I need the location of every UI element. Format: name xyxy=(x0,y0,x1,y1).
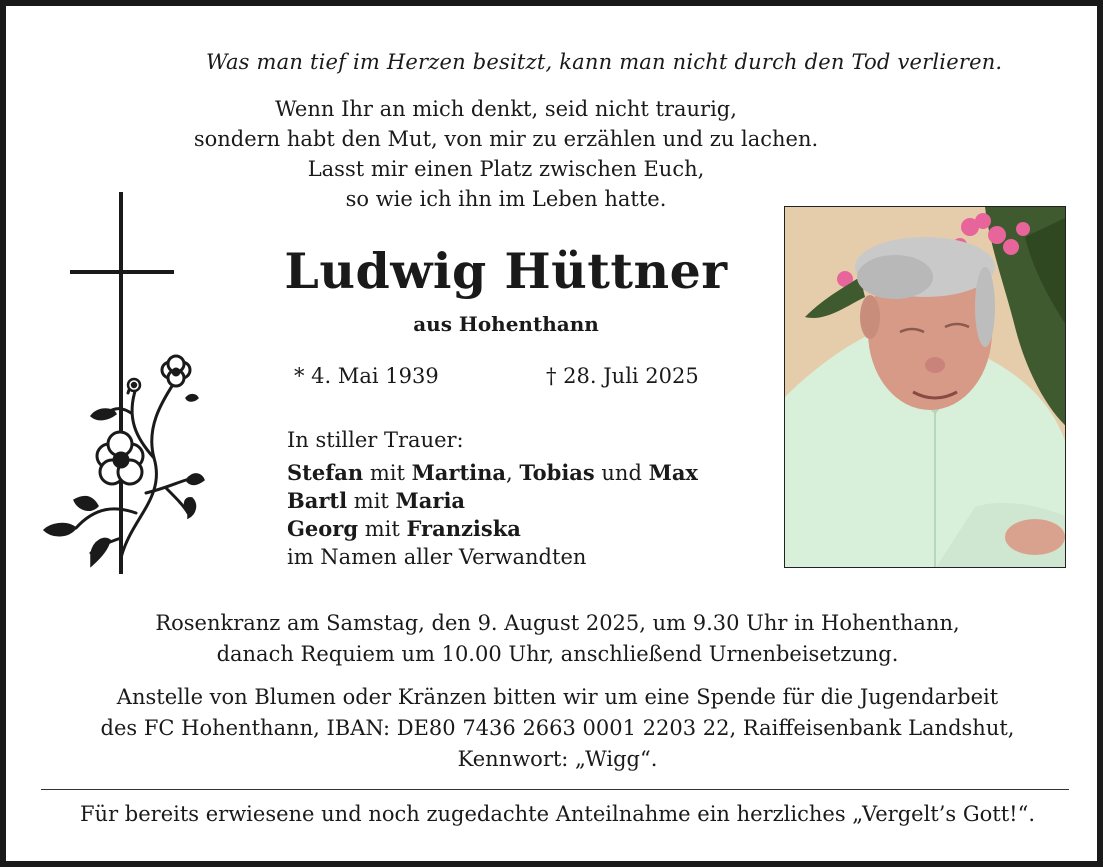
cross-with-flowers xyxy=(36,188,208,578)
mourner-name: Bartl xyxy=(287,488,348,513)
mourner-joiner: , xyxy=(506,461,520,485)
poem-line: Wenn Ihr an mich denkt, seid nicht traurig, xyxy=(275,97,737,121)
poem-line: sondern habt den Mut, von mir zu erzählen und zu lachen. xyxy=(193,127,819,151)
cross-icon xyxy=(36,188,208,578)
poem-line: Lasst mir einen Platz zwischen Euch, xyxy=(307,157,705,181)
mourner-joiner: mit xyxy=(358,517,407,541)
mourner-name: Georg xyxy=(287,516,359,541)
mourner-joiner: mit xyxy=(363,461,412,485)
mourner-line xyxy=(287,515,698,543)
service-line: Rosenkranz am Samstag, den 9. August 2025, um 9.30 Uhr in Hohenthann, xyxy=(155,611,960,635)
poem xyxy=(106,94,906,214)
mourner-name: Franziska xyxy=(406,516,521,541)
service-info xyxy=(6,608,1103,670)
thanks-line: Für bereits erwiesene und noch zugedachte Anteilnahme ein herzliches „Vergelt’s Gott!“. xyxy=(79,802,1036,826)
mourner-line xyxy=(287,487,698,515)
poem-line: so wie ich ihn im Leben hatte. xyxy=(345,187,667,211)
mourner-name: Martina xyxy=(411,460,507,485)
donation-line: des FC Hohenthann, IBAN: DE80 7436 2663 0001 2203 22, Raiffeisenbank Landshut, xyxy=(100,716,1015,740)
mourning-intro: In stiller Trauer: xyxy=(287,428,464,452)
motto: Was man tief im Herzen besitzt, kann man nicht durch den Tod verlieren. xyxy=(206,50,1003,74)
divider xyxy=(41,789,1069,790)
mourner-name: Tobias xyxy=(519,460,595,485)
donation-info xyxy=(6,682,1103,775)
deceased-name: Ludwig Hüttner xyxy=(284,242,728,300)
mourner-name: Stefan xyxy=(287,460,364,485)
portrait-photo xyxy=(784,206,1066,568)
deceased-origin: aus Hohenthann xyxy=(413,312,599,336)
mourner-name: Max xyxy=(648,460,698,485)
mourner-line xyxy=(287,459,698,487)
mourners-block xyxy=(287,426,698,571)
birth-date: * 4. Mai 1939 xyxy=(294,364,439,388)
donation-line: Kennwort: „Wigg“. xyxy=(457,747,658,771)
service-line: danach Requiem um 10.00 Uhr, anschließend Urnenbeisetzung. xyxy=(216,642,899,666)
flower-bloom xyxy=(97,432,143,484)
mourner-joiner: und xyxy=(594,461,649,485)
mourning-closing: im Namen aller Verwandten xyxy=(287,545,587,569)
mourner-joiner: mit xyxy=(347,489,396,513)
death-date: † 28. Juli 2025 xyxy=(546,364,699,388)
mourner-name: Maria xyxy=(395,488,466,513)
donation-line: Anstelle von Blumen oder Kränzen bitten wir um eine Spende für die Jugendarbeit xyxy=(116,685,999,709)
